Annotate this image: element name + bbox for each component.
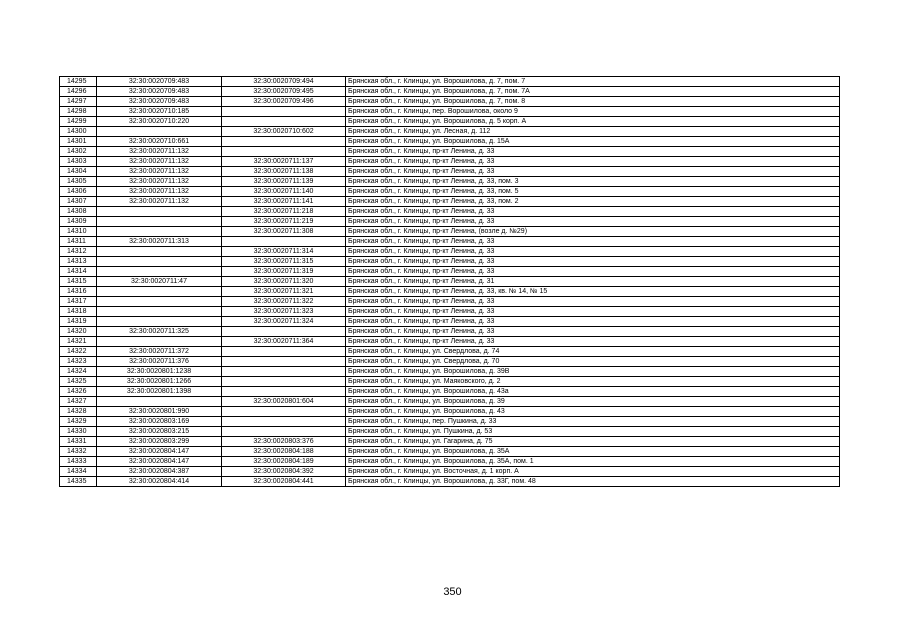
cadastral-number-cell: 32:30:0020804:147 — [97, 447, 222, 457]
address-cell: Брянская обл., г. Клинцы, ул. Ворошилова, д. 35А — [346, 447, 840, 457]
cadastral-number-cell: 32:30:0020711:132 — [97, 167, 222, 177]
cadastral-number-2-cell: 32:30:0020711:324 — [222, 317, 346, 327]
cadastral-number-2-cell: 32:30:0020711:137 — [222, 157, 346, 167]
table-row — [60, 227, 840, 237]
cadastral-number-2-cell: 32:30:0020711:138 — [222, 167, 346, 177]
cadastral-number-cell: 32:30:0020711:132 — [97, 187, 222, 197]
row-number-cell: 14333 — [60, 457, 97, 467]
cadastral-number-2-cell — [222, 407, 346, 417]
address-cell: Брянская обл., г. Клинцы, ул. Лесная, д. 112 — [346, 127, 840, 137]
table-row — [60, 457, 840, 467]
row-number-cell: 14322 — [60, 347, 97, 357]
address-cell: Брянская обл., г. Клинцы, пр-кт Ленина, д. 33 — [346, 147, 840, 157]
cadastral-number-cell: 32:30:0020804:387 — [97, 467, 222, 477]
address-cell: Брянская обл., г. Клинцы, ул. Ворошилова, д. 5 корп. А — [346, 117, 840, 127]
row-number-cell: 14303 — [60, 157, 97, 167]
table-row — [60, 117, 840, 127]
cadastral-number-2-cell: 32:30:0020711:364 — [222, 337, 346, 347]
row-number-cell: 14324 — [60, 367, 97, 377]
address-cell: Брянская обл., г. Клинцы, пр-кт Ленина, д. 33 — [346, 247, 840, 257]
cadastral-number-2-cell: 32:30:0020711:139 — [222, 177, 346, 187]
cadastral-number-2-cell: 32:30:0020709:495 — [222, 87, 346, 97]
address-cell: Брянская обл., г. Клинцы, пр-кт Ленина, (возле д. №29) — [346, 227, 840, 237]
table-row — [60, 197, 840, 207]
cadastral-number-2-cell — [222, 377, 346, 387]
row-number-cell: 14323 — [60, 357, 97, 367]
table-row — [60, 77, 840, 87]
cadastral-number-cell: 32:30:0020801:1238 — [97, 367, 222, 377]
address-cell: Брянская обл., г. Клинцы, ул. Ворошилова, д. 33Г, пом. 48 — [346, 477, 840, 487]
address-cell: Брянская обл., г. Клинцы, ул. Восточная, д. 1 корп. А — [346, 467, 840, 477]
cadastral-number-cell: 32:30:0020710:220 — [97, 117, 222, 127]
cadastral-number-cell: 32:30:0020801:1266 — [97, 377, 222, 387]
table-row — [60, 187, 840, 197]
table-row — [60, 207, 840, 217]
address-cell: Брянская обл., г. Клинцы, пр-кт Ленина, д. 33, кв. № 14, № 15 — [346, 287, 840, 297]
cadastral-number-2-cell: 32:30:0020709:496 — [222, 97, 346, 107]
address-cell: Брянская обл., г. Клинцы, пр-кт Ленина, д. 31 — [346, 277, 840, 287]
cadastral-number-2-cell — [222, 417, 346, 427]
row-number-cell: 14331 — [60, 437, 97, 447]
table-row — [60, 287, 840, 297]
address-cell: Брянская обл., г. Клинцы, ул. Ворошилова, д. 43а — [346, 387, 840, 397]
registry-table — [59, 76, 840, 487]
cadastral-number-cell — [97, 257, 222, 267]
address-cell: Брянская обл., г. Клинцы, пр-кт Ленина, д. 33 — [346, 217, 840, 227]
row-number-cell: 14317 — [60, 297, 97, 307]
row-number-cell: 14314 — [60, 267, 97, 277]
cadastral-number-2-cell: 32:30:0020711:140 — [222, 187, 346, 197]
row-number-cell: 14330 — [60, 427, 97, 437]
table-row — [60, 367, 840, 377]
cadastral-number-cell — [97, 397, 222, 407]
table-row — [60, 107, 840, 117]
table-row — [60, 297, 840, 307]
row-number-cell: 14307 — [60, 197, 97, 207]
cadastral-number-cell — [97, 267, 222, 277]
row-number-cell: 14325 — [60, 377, 97, 387]
row-number-cell: 14335 — [60, 477, 97, 487]
row-number-cell: 14312 — [60, 247, 97, 257]
cadastral-number-cell: 32:30:0020711:47 — [97, 277, 222, 287]
table-row — [60, 127, 840, 137]
address-cell: Брянская обл., г. Клинцы, ул. Пушкина, д. 53 — [346, 427, 840, 437]
row-number-cell: 14309 — [60, 217, 97, 227]
address-cell: Брянская обл., г. Клинцы, пр-кт Ленина, д. 33 — [346, 297, 840, 307]
table-row — [60, 357, 840, 367]
cadastral-number-cell: 32:30:0020711:132 — [97, 197, 222, 207]
address-cell: Брянская обл., г. Клинцы, ул. Гагарина, д. 75 — [346, 437, 840, 447]
table-row — [60, 417, 840, 427]
address-cell: Брянская обл., г. Клинцы, пр-кт Ленина, д. 33, пом. 3 — [346, 177, 840, 187]
row-number-cell: 14296 — [60, 87, 97, 97]
row-number-cell: 14308 — [60, 207, 97, 217]
cadastral-number-2-cell: 32:30:0020710:602 — [222, 127, 346, 137]
cadastral-number-cell: 32:30:0020804:147 — [97, 457, 222, 467]
row-number-cell: 14334 — [60, 467, 97, 477]
address-cell: Брянская обл., г. Клинцы, пр-кт Ленина, д. 33 — [346, 327, 840, 337]
row-number-cell: 14305 — [60, 177, 97, 187]
address-cell: Брянская обл., г. Клинцы, пр-кт Ленина, д. 33 — [346, 267, 840, 277]
table-row — [60, 157, 840, 167]
table-row — [60, 397, 840, 407]
table-row — [60, 167, 840, 177]
cadastral-number-2-cell: 32:30:0020804:189 — [222, 457, 346, 467]
cadastral-number-cell: 32:30:0020709:483 — [97, 97, 222, 107]
cadastral-number-cell: 32:30:0020709:483 — [97, 77, 222, 87]
address-cell: Брянская обл., г. Клинцы, пр-кт Ленина, д. 33 — [346, 157, 840, 167]
row-number-cell: 14297 — [60, 97, 97, 107]
table-row — [60, 257, 840, 267]
row-number-cell: 14316 — [60, 287, 97, 297]
row-number-cell: 14304 — [60, 167, 97, 177]
cadastral-number-2-cell: 32:30:0020711:320 — [222, 277, 346, 287]
cadastral-number-2-cell: 32:30:0020801:604 — [222, 397, 346, 407]
cadastral-number-cell — [97, 247, 222, 257]
row-number-cell: 14300 — [60, 127, 97, 137]
table-row — [60, 377, 840, 387]
cadastral-number-2-cell — [222, 107, 346, 117]
cadastral-number-cell: 32:30:0020711:325 — [97, 327, 222, 337]
table-row — [60, 337, 840, 347]
cadastral-number-cell — [97, 297, 222, 307]
address-cell: Брянская обл., г. Клинцы, пр-кт Ленина, д. 33 — [346, 257, 840, 267]
address-cell: Брянская обл., г. Клинцы, пр-кт Ленина, д. 33 — [346, 337, 840, 347]
row-number-cell: 14321 — [60, 337, 97, 347]
table-row — [60, 317, 840, 327]
cadastral-number-cell: 32:30:0020711:376 — [97, 357, 222, 367]
table-row — [60, 347, 840, 357]
table-row — [60, 307, 840, 317]
row-number-cell: 14310 — [60, 227, 97, 237]
cadastral-number-2-cell: 32:30:0020711:322 — [222, 297, 346, 307]
row-number-cell: 14319 — [60, 317, 97, 327]
address-cell: Брянская обл., г. Клинцы, пр-кт Ленина, д. 33 — [346, 237, 840, 247]
address-cell: Брянская обл., г. Клинцы, пр-кт Ленина, д. 33 — [346, 167, 840, 177]
address-cell: Брянская обл., г. Клинцы, ул. Свердлова, д. 74 — [346, 347, 840, 357]
table-row — [60, 237, 840, 247]
cadastral-number-cell: 32:30:0020711:132 — [97, 147, 222, 157]
table-row — [60, 327, 840, 337]
table-row — [60, 137, 840, 147]
cadastral-number-2-cell — [222, 387, 346, 397]
row-number-cell: 14332 — [60, 447, 97, 457]
table-row — [60, 477, 840, 487]
row-number-cell: 14311 — [60, 237, 97, 247]
table-row — [60, 437, 840, 447]
row-number-cell: 14298 — [60, 107, 97, 117]
cadastral-number-2-cell: 32:30:0020711:321 — [222, 287, 346, 297]
row-number-cell: 14315 — [60, 277, 97, 287]
cadastral-number-2-cell: 32:30:0020804:441 — [222, 477, 346, 487]
cadastral-number-2-cell: 32:30:0020711:219 — [222, 217, 346, 227]
address-cell: Брянская обл., г. Клинцы, пр-кт Ленина, д. 33 — [346, 207, 840, 217]
table-row — [60, 217, 840, 227]
cadastral-number-cell: 32:30:0020710:185 — [97, 107, 222, 117]
page-number: 350 — [443, 586, 462, 598]
cadastral-number-cell: 32:30:0020803:299 — [97, 437, 222, 447]
cadastral-number-cell — [97, 337, 222, 347]
address-cell: Брянская обл., г. Клинцы, пр-кт Ленина, д. 33, пом. 2 — [346, 197, 840, 207]
address-cell: Брянская обл., г. Клинцы, пр-кт Ленина, д. 33 — [346, 317, 840, 327]
cadastral-number-2-cell — [222, 117, 346, 127]
row-number-cell: 14328 — [60, 407, 97, 417]
row-number-cell: 14306 — [60, 187, 97, 197]
cadastral-number-cell — [97, 307, 222, 317]
cadastral-number-2-cell: 32:30:0020711:314 — [222, 247, 346, 257]
table-row — [60, 267, 840, 277]
cadastral-number-cell: 32:30:0020709:483 — [97, 87, 222, 97]
cadastral-number-2-cell: 32:30:0020711:141 — [222, 197, 346, 207]
row-number-cell: 14327 — [60, 397, 97, 407]
cadastral-number-cell: 32:30:0020801:990 — [97, 407, 222, 417]
cadastral-number-cell: 32:30:0020711:313 — [97, 237, 222, 247]
row-number-cell: 14326 — [60, 387, 97, 397]
address-cell: Брянская обл., г. Клинцы, ул. Ворошилова, д. 7, пом. 7 — [346, 77, 840, 87]
address-cell: Брянская обл., г. Клинцы, пр-кт Ленина, д. 33, пом. 5 — [346, 187, 840, 197]
table-row — [60, 427, 840, 437]
cadastral-number-2-cell — [222, 367, 346, 377]
address-cell: Брянская обл., г. Клинцы, пер. Пушкина, д. 33 — [346, 417, 840, 427]
cadastral-number-cell — [97, 207, 222, 217]
address-cell: Брянская обл., г. Клинцы, ул. Ворошилова, д. 39 — [346, 397, 840, 407]
table-row — [60, 407, 840, 417]
row-number-cell: 14299 — [60, 117, 97, 127]
row-number-cell: 14302 — [60, 147, 97, 157]
cadastral-number-cell: 32:30:0020803:169 — [97, 417, 222, 427]
cadastral-number-cell — [97, 127, 222, 137]
cadastral-number-2-cell — [222, 357, 346, 367]
address-cell: Брянская обл., г. Клинцы, ул. Маяковского, д. 2 — [346, 377, 840, 387]
cadastral-number-cell — [97, 227, 222, 237]
cadastral-number-cell: 32:30:0020710:661 — [97, 137, 222, 147]
table-row — [60, 87, 840, 97]
row-number-cell: 14329 — [60, 417, 97, 427]
cadastral-number-cell: 32:30:0020801:1398 — [97, 387, 222, 397]
row-number-cell: 14295 — [60, 77, 97, 87]
row-number-cell: 14313 — [60, 257, 97, 267]
cadastral-number-2-cell — [222, 347, 346, 357]
cadastral-number-cell: 32:30:0020711:372 — [97, 347, 222, 357]
address-cell: Брянская обл., г. Клинцы, ул. Ворошилова, д. 35А, пом. 1 — [346, 457, 840, 467]
table-row — [60, 147, 840, 157]
address-cell: Брянская обл., г. Клинцы, ул. Ворошилова, д. 7, пом. 7А — [346, 87, 840, 97]
cadastral-number-cell — [97, 317, 222, 327]
address-cell: Брянская обл., г. Клинцы, пер. Ворошилова, около 9 — [346, 107, 840, 117]
cadastral-number-2-cell: 32:30:0020711:323 — [222, 307, 346, 317]
cadastral-number-2-cell: 32:30:0020804:188 — [222, 447, 346, 457]
address-cell: Брянская обл., г. Клинцы, ул. Ворошилова, д. 7, пом. 8 — [346, 97, 840, 107]
table-row — [60, 247, 840, 257]
table-row — [60, 447, 840, 457]
table-row — [60, 177, 840, 187]
cadastral-number-2-cell: 32:30:0020709:494 — [222, 77, 346, 87]
cadastral-number-2-cell — [222, 427, 346, 437]
cadastral-number-2-cell — [222, 137, 346, 147]
cadastral-number-cell — [97, 287, 222, 297]
cadastral-number-2-cell — [222, 147, 346, 157]
cadastral-number-2-cell: 32:30:0020711:218 — [222, 207, 346, 217]
address-cell: Брянская обл., г. Клинцы, ул. Свердлова, д. 70 — [346, 357, 840, 367]
cadastral-number-cell: 32:30:0020711:132 — [97, 177, 222, 187]
address-cell: Брянская обл., г. Клинцы, ул. Ворошилова, д. 43 — [346, 407, 840, 417]
cadastral-number-2-cell: 32:30:0020804:392 — [222, 467, 346, 477]
registry-table-body — [60, 77, 840, 487]
row-number-cell: 14320 — [60, 327, 97, 337]
cadastral-number-cell: 32:30:0020711:132 — [97, 157, 222, 167]
table-row — [60, 277, 840, 287]
cadastral-number-2-cell — [222, 237, 346, 247]
table-row — [60, 97, 840, 107]
cadastral-number-cell — [97, 217, 222, 227]
table-row — [60, 387, 840, 397]
cadastral-number-cell: 32:30:0020804:414 — [97, 477, 222, 487]
row-number-cell: 14318 — [60, 307, 97, 317]
cadastral-number-2-cell: 32:30:0020711:315 — [222, 257, 346, 267]
address-cell: Брянская обл., г. Клинцы, пр-кт Ленина, д. 33 — [346, 307, 840, 317]
address-cell: Брянская обл., г. Клинцы, ул. Ворошилова, д. 15А — [346, 137, 840, 147]
cadastral-number-2-cell: 32:30:0020711:308 — [222, 227, 346, 237]
cadastral-number-2-cell — [222, 327, 346, 337]
table-row — [60, 467, 840, 477]
cadastral-number-2-cell: 32:30:0020711:319 — [222, 267, 346, 277]
cadastral-number-cell: 32:30:0020803:215 — [97, 427, 222, 437]
address-cell: Брянская обл., г. Клинцы, ул. Ворошилова, д. 39В — [346, 367, 840, 377]
row-number-cell: 14301 — [60, 137, 97, 147]
cadastral-number-2-cell: 32:30:0020803:376 — [222, 437, 346, 447]
